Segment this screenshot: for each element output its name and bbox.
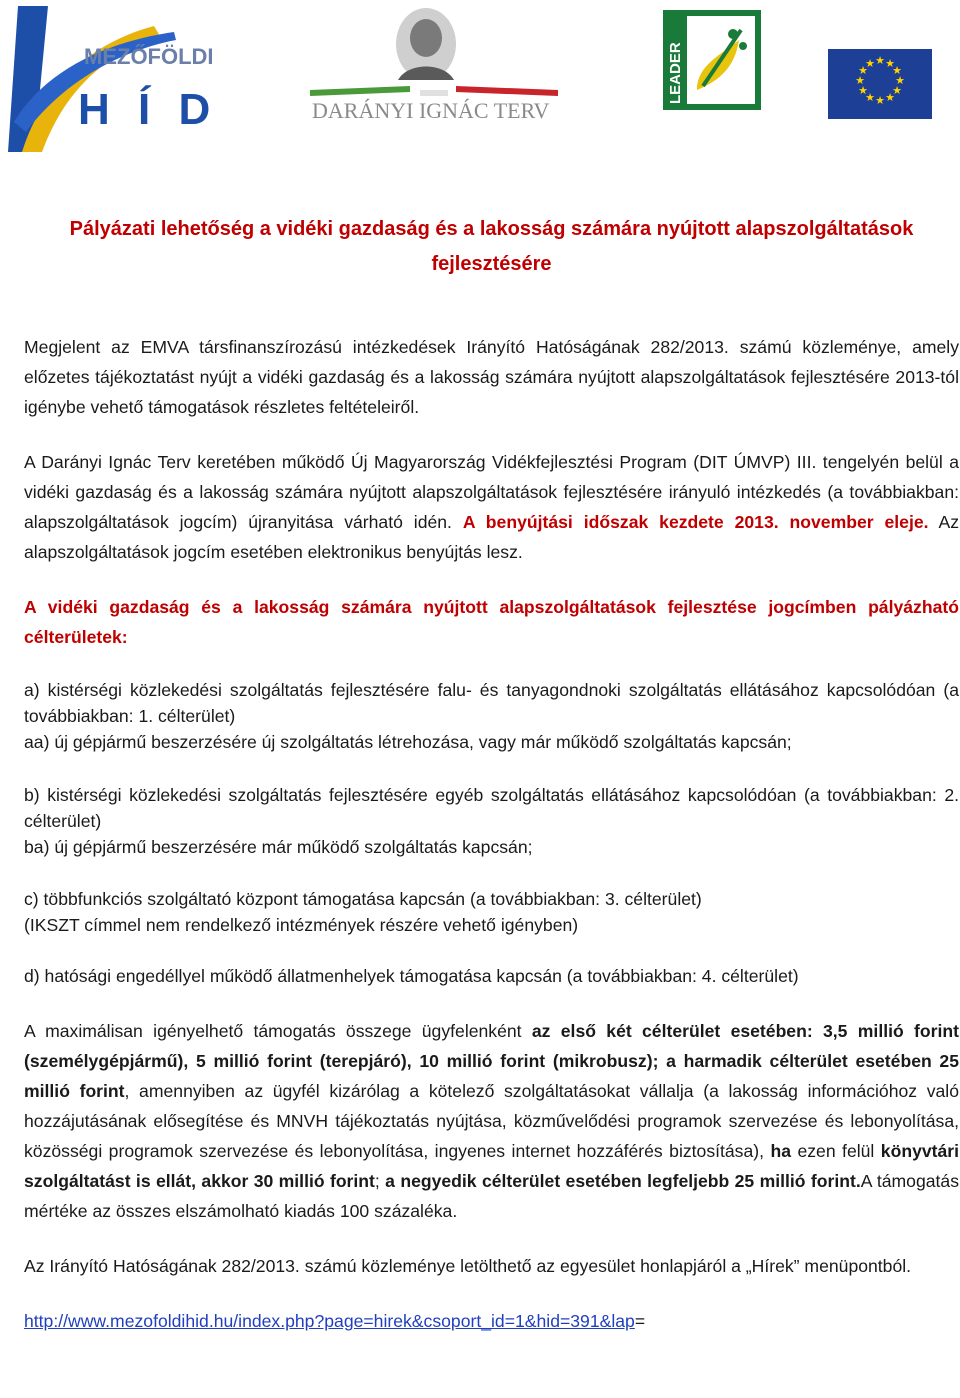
svg-text:★: ★ [885, 91, 895, 104]
mezofoldi-hid-logo [4, 2, 218, 156]
deadline-highlight: A benyújtási időszak kezdete 2013. november eleje. [462, 512, 929, 532]
document-body [24, 212, 959, 1336]
svg-text:★: ★ [858, 64, 868, 77]
svg-text:H Í D: H Í D [78, 85, 218, 134]
target-c-note: (IKSZT címmel nem rendelkező intézmények részére vehető igényben) [24, 915, 579, 935]
svg-text:★: ★ [875, 94, 885, 107]
target-ba: ba) új gépjármű beszerzésére már működő szolgáltatás kapcsán; [24, 837, 533, 857]
svg-text:★: ★ [895, 74, 905, 87]
leader-logo [663, 10, 761, 110]
intro-paragraph: Megjelent az EMVA társfinanszírozású intézkedések Irányító Hatóságának 282/2013. számú közleménye, amely előzetes tájékoztatást nyújt a vidéki gazdaság és a lakosság számára nyújtott alapszolgáltatások fejlesztésére 2013-tól igénybe vehető támogatások részletes feltételeiről. [24, 337, 959, 417]
svg-text:★: ★ [855, 74, 865, 87]
svg-text:★: ★ [892, 84, 902, 97]
target-aa: aa) új gépjármű beszerzésére új szolgáltatás létrehozása, vagy már működő szolgáltatás kapcsán; [24, 732, 792, 752]
targets-heading: A vidéki gazdaság és a lakosság számára nyújtott alapszolgáltatások fejlesztése jogcímben pályázható célterületek: [24, 597, 959, 647]
svg-text:DARÁNYI IGNÁC TERV: DARÁNYI IGNÁC TERV [312, 98, 550, 123]
link-paragraph: http://www.mezofoldihid.hu/index.php?page=hirek&csoport_id=1&hid=391&lap= [24, 1311, 646, 1331]
svg-text:MEZŐFÖLDI: MEZŐFÖLDI [84, 44, 214, 69]
svg-text:★: ★ [865, 91, 875, 104]
news-link[interactable]: http://www.mezofoldihid.hu/index.php?page=hirek&csoport_id=1&hid=391&lap [24, 1311, 635, 1331]
target-d: d) hatósági engedéllyel működő állatmenhelyek támogatása kapcsán (a továbbiakban: 4. célterület) [24, 966, 799, 986]
page-title: Pályázati lehetőség a vidéki gazdaság és a lakosság számára nyújtott alapszolgáltatások fejlesztésére [69, 218, 914, 275]
svg-text:LEADER: LEADER [667, 42, 684, 104]
support-paragraph: A maximálisan igényelhető támogatás összege ügyfelenként az első két célterület esetében: 3,5 millió forint (személygépjármű), 5 millió forint (terepjáró), 10 millió forint (mikrobusz); a harmadik célterület esetében 25 millió forint, amennyiben az ügyfél kizárólag a kötelező szolgáltatásokat vállalja (a lakosság információhoz való hozzájutásának elősegítése és MNVH tájékoztatás nyújtása, közművelődési programok szervezése és lebonyolítása, közösségi programok szervezése és lebonyolítása, ingyenes internet hozzáférés biztosítása), ha ezen felül könyvtári szolgáltatást is ellát, akkor 30 millió forint; a negyedik célterület esetében legfeljebb 25 millió forint.A támogatás mértéke az összes elszámolható kiadás 100 százaléka. [24, 1021, 960, 1221]
target-c: c) többfunkciós szolgáltató központ támogatása kapcsán (a továbbiakban: 3. célterület) [24, 889, 702, 909]
svg-text:★: ★ [892, 64, 902, 77]
eu-flag-logo [828, 49, 932, 119]
target-b: b) kistérségi közlekedési szolgáltatás fejlesztésére egyéb szolgáltatás ellátásához kapcsolódóan (a továbbiakban: 2. célterület) [24, 785, 959, 831]
download-paragraph: Az Irányító Hatóságának 282/2013. számú közleménye letölthető az egyesület honlapjáról a „Hírek” menüpontból. [24, 1256, 912, 1276]
svg-text:★: ★ [875, 54, 885, 67]
daranyi-ignac-terv-logo [300, 4, 570, 128]
svg-text:★: ★ [858, 84, 868, 97]
svg-text:★: ★ [865, 57, 875, 70]
program-paragraph: A Darányi Ignác Terv keretében működő Új Magyarország Vidékfejlesztési Program (DIT ÚMVP) III. tengelyén belül a vidéki gazdaság és a lakosság számára nyújtott alapszolgáltatások fejlesztésére irányuló intézkedés (a továbbiakban: alapszolgáltatások jogcím) újranyitása várható idén. A benyújtási időszak kezdete 2013. november eleje. Az alapszolgáltatások jogcím esetében elektronikus benyújtás lesz. [24, 452, 960, 562]
header-logos [0, 0, 960, 160]
target-a: a) kistérségi közlekedési szolgáltatás fejlesztésére falu- és tanyagondnoki szolgáltatás ellátásához kapcsolódóan (a továbbiakban: 1. célterület) [24, 680, 959, 726]
svg-text:★: ★ [885, 57, 895, 70]
